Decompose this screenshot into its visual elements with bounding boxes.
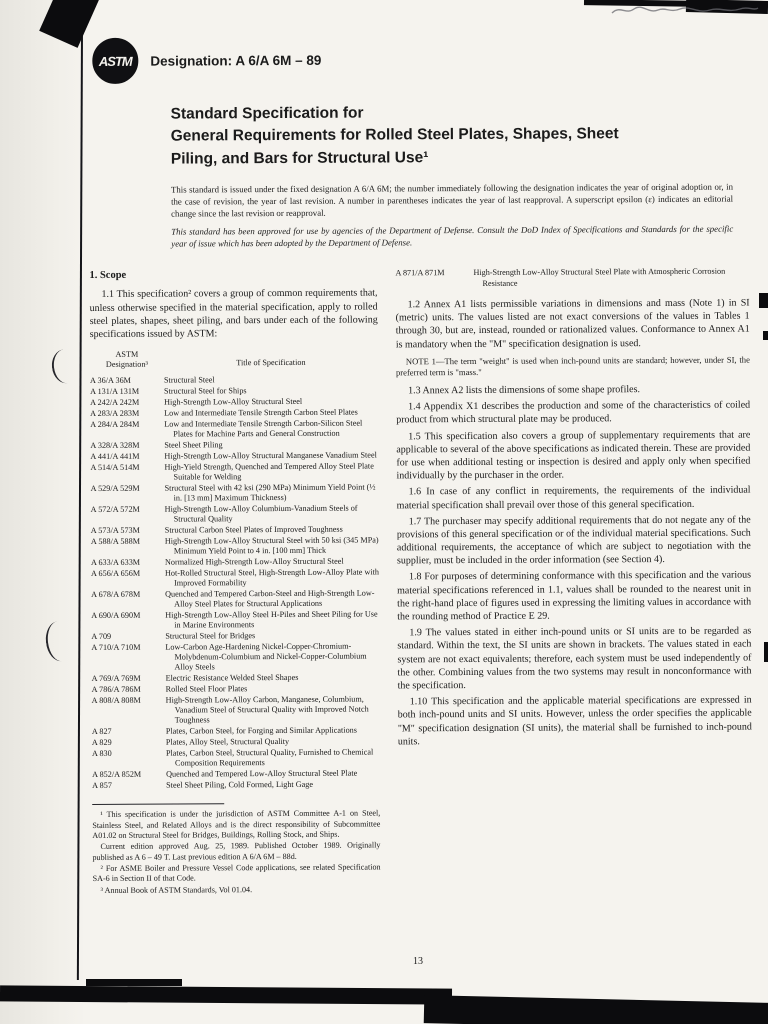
spec-title: Plates, Alloy Steel, Structural Quality <box>165 737 290 747</box>
spec-title: High-Strength Low-Alloy Structural Steel with 50 ksi (345 MPa) Minimum Yield Point to 4 in. [100 mm] Thick <box>164 535 379 556</box>
spec-designation: A 242/A 242M <box>90 397 140 408</box>
spec-designation: A 808/A 808M <box>91 695 141 706</box>
right-column <box>395 267 752 895</box>
astm-logo-icon: ASTM <box>92 38 138 84</box>
table-row <box>90 408 378 420</box>
spec-title: High-Strength Low-Alloy Structural Steel <box>164 397 303 407</box>
spec-title: High-Strength Low-Alloy Steel H-Piles and Sheet Piling for Use in Marine Environments <box>165 609 378 630</box>
footnote: ¹ This specification is under the jurisdiction of ASTM Committee A-1 on Steel, Stainless Steel, and Related Alloys and is the direct responsibility of Subcommittee A01.02 on Structural Steel for Bridges, Buildings, Rolling Stock, and Ships. <box>92 808 381 840</box>
spec-title: Steel Sheet Piling, Cold Formed, Light Gage <box>166 780 314 790</box>
spec-designation: A 709 <box>91 632 112 642</box>
table-row <box>92 769 380 781</box>
two-column-body <box>89 267 752 897</box>
spec-designation: A 573/A 573M <box>90 525 140 536</box>
table-row <box>91 642 379 674</box>
footnote: ³ Annual Book of ASTM Standards, Vol 01.04. <box>100 884 253 895</box>
document-page <box>88 0 753 897</box>
right-paragraphs <box>396 296 752 748</box>
spec-title: Structural Carbon Steel Plates of Improved Toughness <box>164 524 343 535</box>
spec-title: Structural Steel with 42 ksi (290 MPa) Minimum Yield Point (½ in. [13 mm] Maximum Thickness) <box>164 482 376 503</box>
table-row <box>91 525 379 537</box>
table-header <box>90 349 378 371</box>
table-row <box>90 419 378 441</box>
spec-title: Low-Carbon Age-Hardening Nickel-Copper-Chromium-Molybdenum-Columbium and Nickel-Copper-Columbium Alloy Steels <box>165 641 367 672</box>
footnote: ² For ASME Boiler and Pressure Vessel Code applications, see related Specification SA-6 in Section II of that Code. <box>92 862 381 884</box>
spec-title: Low and Intermediate Tensile Strength Carbon-Silicon Steel Plates for Machine Parts and General Construction <box>164 418 363 439</box>
paragraph: 1.6 In case of any conflict in requirements, the requirements of the individual material specification shall prevail over those of this general specification. <box>396 484 751 511</box>
scan-artifact <box>86 979 182 986</box>
scan-artifact <box>764 642 768 662</box>
table-row <box>90 451 378 463</box>
preamble-issued: This standard is issued under the fixed designation A 6/A 6M; the number immediately following the designation indicates the year of original adoption or, in the case of revision, the year of last revision. A number in parentheses indicates the year of last reapproval. A superscript epsilon (ε) indicates an editorial change since the last revision or reapproval. <box>170 182 734 219</box>
paragraph: 1.5 This specification also covers a group of supplementary requirements that are applicable to several of the above specifications as indicated therein. These are provided for use when additional testing or inspection is desired and apply only when specified individually by the purchaser in the order. <box>396 429 751 482</box>
spec-designation: A 690/A 690M <box>91 610 141 621</box>
spec-title: High-Strength Low-Alloy Columbium-Vanadium Steels of Structural Quality <box>164 503 358 524</box>
table-row <box>92 726 380 738</box>
table-row <box>91 631 379 643</box>
document-title <box>171 101 746 171</box>
spec-designation: A 572/A 572M <box>90 504 140 515</box>
spec-title: Rolled Steel Floor Plates <box>165 684 248 694</box>
spec-title: High-Yield Strength, Quenched and Tempered Alloy Steel Plate Suitable for Welding <box>164 461 374 482</box>
spec-designation: A 769/A 769M <box>91 673 141 684</box>
spec-designation: A 328/A 328M <box>90 440 140 451</box>
table-row <box>92 748 380 770</box>
note: NOTE 1—The term "weight" is used when inch-pound units are standard; however, under SI, the preferred term is "mass." <box>395 354 750 378</box>
spec-designation: A 441/A 441M <box>90 451 140 462</box>
title-line-1: Standard Specification for <box>170 104 364 123</box>
spec-title: High-Strength Low-Alloy Carbon, Manganese, Columbium, Vanadium Steel of Structural Quality with Improved Notch Toughness <box>165 694 369 725</box>
scan-artifact <box>424 995 768 1024</box>
spec-designation: A 829 <box>91 738 112 748</box>
spec-title: Steel Sheet Piling <box>164 440 223 450</box>
spec-title: Structural Steel for Bridges <box>165 631 256 641</box>
spec-designation: A 857 <box>92 781 112 791</box>
title-line-3: Piling, and Bars for Structural Use¹ <box>170 149 429 168</box>
spec-title: Plates, Carbon Steel, for Forging and Similar Applications <box>165 725 357 736</box>
table-row <box>90 386 378 398</box>
spec-designation: A 588/A 588M <box>90 536 140 547</box>
spec-title: Structural Steel <box>163 375 215 385</box>
table-row <box>90 462 378 484</box>
page-number: 13 <box>413 956 423 967</box>
table-row <box>92 673 380 685</box>
spec-designation: A 871/A 871M <box>395 268 445 278</box>
specification-table <box>90 349 380 792</box>
table-row <box>90 397 378 409</box>
paragraph: 1.7 The purchaser may specify additional requirements that do not negate any of the provisions of this general specification or of the individual material specifications. Such additional requirements, the acceptance of which are subject to negotiation with the supplier, must be included in the order information (see Section 4). <box>396 514 751 567</box>
scan-artifact <box>763 331 768 340</box>
table-row <box>92 684 380 696</box>
table-row <box>91 610 379 632</box>
spec-title: High-Strength Low-Alloy Structural Steel Plate with Atmospheric Corrosion Resistance <box>473 267 726 288</box>
spec-title: Plates, Carbon Steel, Structural Quality, Furnished to Chemical Composition Requirements <box>165 747 374 768</box>
table-row <box>91 589 379 611</box>
table-row <box>395 267 749 289</box>
paragraph: 1.2 Annex A1 lists permissible variations in dimensions and mass (Note 1) in SI (metric) units. The values listed are not exact conversions of the values in Tables 1 through 30, but are, instead, rounded or rationalized values. Conformance to Annex A1 is mandatory when the "M" specification designation is used. <box>395 297 750 350</box>
spec-designation: A 514/A 514M <box>90 462 140 473</box>
spec-designation: A 131/A 131M <box>90 386 140 397</box>
spec-designation: A 529/A 529M <box>90 483 140 494</box>
table-header-designation: ASTM Designation³ <box>105 349 148 370</box>
spec-designation: A 852/A 852M <box>92 769 142 780</box>
spec-designation: A 710/A 710M <box>91 642 141 653</box>
footnote-rule <box>92 804 224 806</box>
footnote: Current edition approved Aug. 25, 1989. Published October 1989. Originally published as A 6 – 49 T. Last previous edition A 6/A 6M – 88d. <box>92 840 381 862</box>
spec-title: Hot-Rolled Structural Steel, High-Strength Low-Alloy Plate with Improved Formability <box>164 567 380 588</box>
spec-title: Low and Intermediate Tensile Strength Carbon Steel Plates <box>164 407 358 418</box>
spec-title: Quenched and Tempered Low-Alloy Structural Steel Plate <box>166 768 358 779</box>
table-row <box>91 568 379 590</box>
scan-artifact <box>0 985 452 1004</box>
paragraph: 1.4 Appendix X1 describes the production and some of the characteristics of coiled product from which structural plate may be produced. <box>396 399 751 426</box>
table-row <box>92 780 380 792</box>
table-row <box>91 557 379 569</box>
spec-designation: A 827 <box>91 727 112 737</box>
spec-title: High-Strength Low-Alloy Structural Manganese Vanadium Steel <box>164 450 377 461</box>
spec-designation: A 284/A 284M <box>90 419 140 430</box>
spec-designation: A 633/A 633M <box>90 557 141 568</box>
table-row <box>90 375 378 387</box>
preamble-dod: This standard has been approved for use by agencies of the Department of Defense. Consult the DoD Index of Specifications and Standards for the specific year of issue which has been adopted by the Department of Defense. <box>171 223 734 249</box>
spec-title: Quenched and Tempered Carbon-Steel and High-Strength Low-Alloy Steel Plates for Structural Applications <box>165 588 375 609</box>
footnotes <box>92 809 380 896</box>
section-heading: 1. Scope <box>89 270 127 282</box>
paragraph: 1.3 Annex A2 lists the dimensions of some shape profiles. <box>408 384 641 397</box>
spec-title: Electric Resistance Welded Steel Shapes <box>165 673 299 683</box>
paragraph: 1.8 For purposes of determining conformance with this specification and the various material specifications referenced in 1.1, values shall be rounded to the nearest unit in the right-hand place of figures used in expressing the limiting values in accordance with the rounding method of Practice E 29. <box>397 570 752 623</box>
spec-designation: A 830 <box>91 749 112 759</box>
spec-designation: A 656/A 656M <box>90 568 141 579</box>
spec-designation: A 283/A 283M <box>90 408 140 419</box>
paragraph-1-1: 1.1 This specification² covers a group of common requirements that, unless otherwise specified in the material specification, apply to rolled steel plates, shapes, sheet piling, and bars under each of the following specifications issued by ASTM: <box>89 287 378 341</box>
table-row <box>92 695 380 727</box>
title-line-2: General Requirements for Rolled Steel Plates, Shapes, Sheet <box>170 125 619 146</box>
paragraph: 1.10 This specification and the applicable material specifications are expressed in both inch-pound units and SI units. However, unless the order specifies the applicable "M" specification designation (SI units), the material shall be furnished to inch-pound units. <box>397 694 752 748</box>
spec-title: Structural Steel for Ships <box>164 386 247 396</box>
scan-artifact <box>759 293 768 308</box>
spec-designation: A 36/A 36M <box>89 375 131 386</box>
page-binding-margin <box>0 0 86 1024</box>
spec-designation: A 786/A 786M <box>91 684 141 695</box>
table-row <box>91 504 379 526</box>
left-column <box>89 269 380 897</box>
table-row <box>90 440 378 452</box>
spec-designation: A 678/A 678M <box>91 589 141 600</box>
spec-table-body <box>90 375 380 792</box>
table-header-title: Title of Specification <box>236 358 306 368</box>
table-row <box>91 483 379 505</box>
table-row <box>92 737 380 749</box>
table-row <box>91 536 379 558</box>
document-header <box>92 35 748 84</box>
spec-title: Normalized High-Strength Low-Alloy Structural Steel <box>164 556 344 567</box>
paragraph: 1.9 The values stated in either inch-pound units or SI units are to be regarded as standard. Within the text, the SI units are shown in brackets. The values stated in each system are not exact equivalents; therefore, each system must be used independently of the other. Combining values from the two systems may result in nonconformance with the specification. <box>397 625 752 692</box>
designation: Designation: A 6/A 6M – 89 <box>150 52 322 69</box>
